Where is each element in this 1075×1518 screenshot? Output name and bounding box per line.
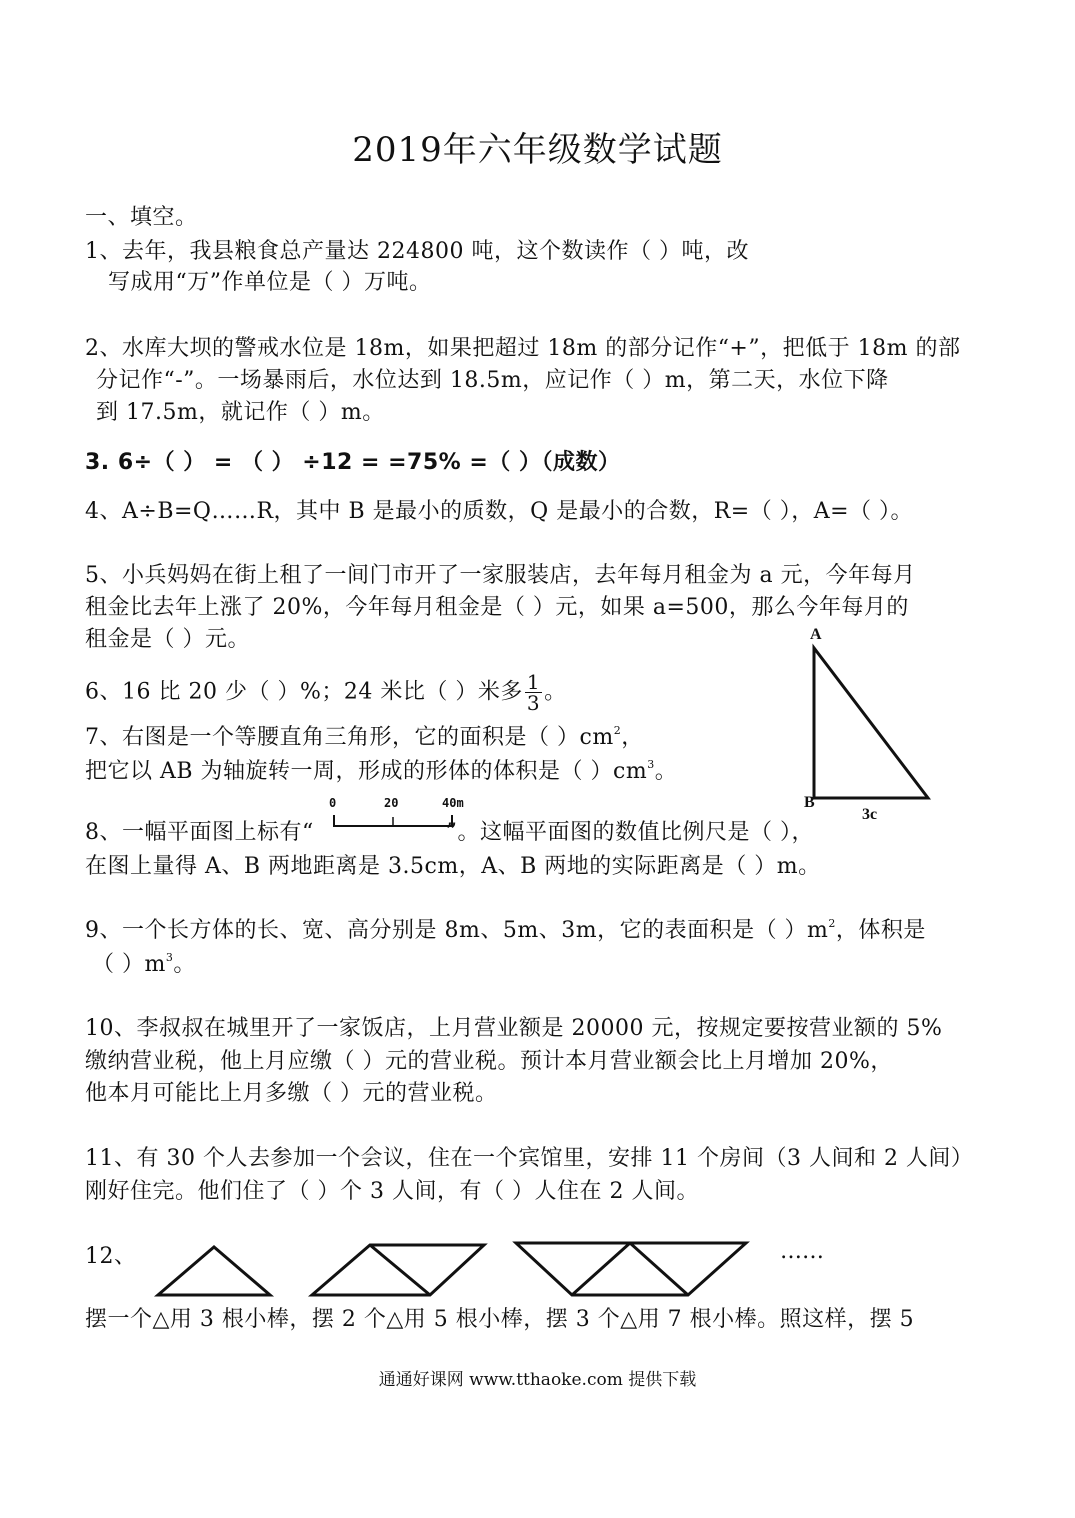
- vertex-a-label: A: [810, 626, 822, 643]
- question-2-line-1: 2、水库大坝的警戒水位是 18m，如果把超过 18m 的部分记作“+”，把低于 18m 的部: [85, 336, 961, 361]
- cubed-superscript: 3: [647, 758, 655, 771]
- vertex-b-label: B: [804, 794, 815, 811]
- question-4: 4、A÷B=Q……R，其中 B 是最小的质数，Q 是最小的合数，R=（ ），A=（ ）。: [85, 499, 914, 524]
- pattern-one-triangle: [158, 1247, 270, 1295]
- question-7-line-2: [85, 757, 677, 787]
- question-1-line-1: 1、去年，我县粮食总产量达 224800 吨，这个数读作（ ）吨，改: [85, 239, 749, 264]
- question-12-label: 12、: [85, 1244, 137, 1269]
- question-8-line-1-end: ”。这幅平面图的数值比例尺是（ ），: [445, 820, 814, 845]
- question-7-line-1: [85, 723, 644, 753]
- question-7-line-1-text: 7、右图是一个等腰直角三角形，它的面积是（ ）cm: [85, 725, 614, 750]
- triangle-figure: [790, 615, 950, 825]
- question-8-line-2: 在图上量得 A、B 两地距离是 3.5cm，A、B 两地的实际距离是（ ）m。: [85, 854, 821, 879]
- question-12-line-1: 摆一个△用 3 根小棒，摆 2 个△用 5 根小棒，摆 3 个△用 7 根小棒。照这样，摆 5: [85, 1307, 915, 1332]
- cubed-superscript-q9: 3: [165, 951, 174, 964]
- triangle-shape: [814, 648, 928, 798]
- question-7-line-2-end: 。: [654, 759, 678, 784]
- question-11-line-1: 11、有 30 个人去参加一个会议，住在一个宾馆里，安排 11 个房间（3 人间和 2 人间）: [85, 1146, 974, 1171]
- fraction-numerator: 1: [526, 670, 541, 694]
- question-11-line-2: 刚好住完。他们住了（ ）个 3 人间，有（ ）人住在 2 人间。: [85, 1179, 699, 1204]
- scale-label-0: 0: [329, 796, 337, 810]
- question-9-line-1-end: ，体积是: [835, 918, 926, 943]
- question-6: [85, 672, 567, 713]
- question-3: 3. 6÷（ ） = （ ） ÷12 = =75% =（ ）（成数）: [85, 450, 621, 475]
- question-2-line-2: 分记作“-”。一场暴雨后，水位达到 18.5m，应记作（ ）m，第二天，水位下降: [96, 368, 889, 393]
- scale-label-20: 20: [384, 796, 399, 810]
- scale-label-40m: 40m: [442, 796, 464, 810]
- question-10-line-1: 10、李叔叔在城里开了一家饭店，上月营业额是 20000 元，按规定要按营业额的 5%: [85, 1016, 943, 1041]
- question-10-line-3: 他本月可能比上月多缴（ ）元的营业税。: [85, 1081, 498, 1106]
- squared-superscript: 2: [613, 724, 622, 737]
- question-7-line-1-end: ，: [621, 725, 644, 750]
- fraction-one-third: [525, 672, 542, 713]
- question-9-line-1-text: 9、一个长方体的长、宽、高分别是 8m、5m、3m，它的表面积是（ ）m: [85, 918, 829, 943]
- question-9-line-2-end: 。: [173, 952, 196, 977]
- matchstick-triangles-figure: [150, 1238, 850, 1300]
- scale-bar: [322, 795, 472, 835]
- question-5-line-1: 5、小兵妈妈在街上租了一间门市开了一家服装店，去年每月租金为 a 元，今年每月: [85, 563, 916, 588]
- question-9-line-2-text: （ ）m: [92, 952, 166, 977]
- fraction-denominator: 3: [526, 691, 541, 715]
- footer-credit: 通通好课网 www.tthaoke.com 提供下载: [378, 1370, 697, 1390]
- question-8-line-1-text: 8、一幅平面图上标有“: [85, 820, 314, 845]
- question-5-line-2: 租金比去年上涨了 20%，今年每月租金是（ ）元，如果 a=500，那么今年每月的: [85, 595, 909, 620]
- page-title: 2019年六年级数学试题: [352, 130, 723, 170]
- question-7-line-2-text: 把它以 AB 为轴旋转一周，形成的形体的体积是（ ）cm: [85, 759, 648, 784]
- pattern-ellipsis: ……: [780, 1239, 824, 1264]
- pattern-two-triangles: [312, 1245, 484, 1295]
- question-5-line-3: 租金是（ ）元。: [85, 627, 250, 652]
- question-6-end: 。: [544, 679, 567, 705]
- question-9-line-2: [92, 950, 196, 980]
- question-6-text: 6、16 比 20 少（ ）%；24 米比（ ）米多: [85, 679, 523, 705]
- question-9-line-1: [85, 916, 926, 946]
- question-2-line-3: 到 17.5m，就记作（ ）m。: [96, 400, 385, 425]
- section-heading: 一、填空。: [85, 205, 198, 230]
- base-length-label: 3c: [862, 806, 878, 823]
- question-10-line-2: 缴纳营业税，他上月应缴（ ）元的营业税。预计本月营业额会比上月增加 20%，: [85, 1049, 893, 1074]
- pattern-three-triangles: [516, 1243, 746, 1295]
- question-1-line-2: 写成用“万”作单位是（ ）万吨。: [108, 270, 432, 295]
- squared-superscript-q9: 2: [828, 917, 836, 930]
